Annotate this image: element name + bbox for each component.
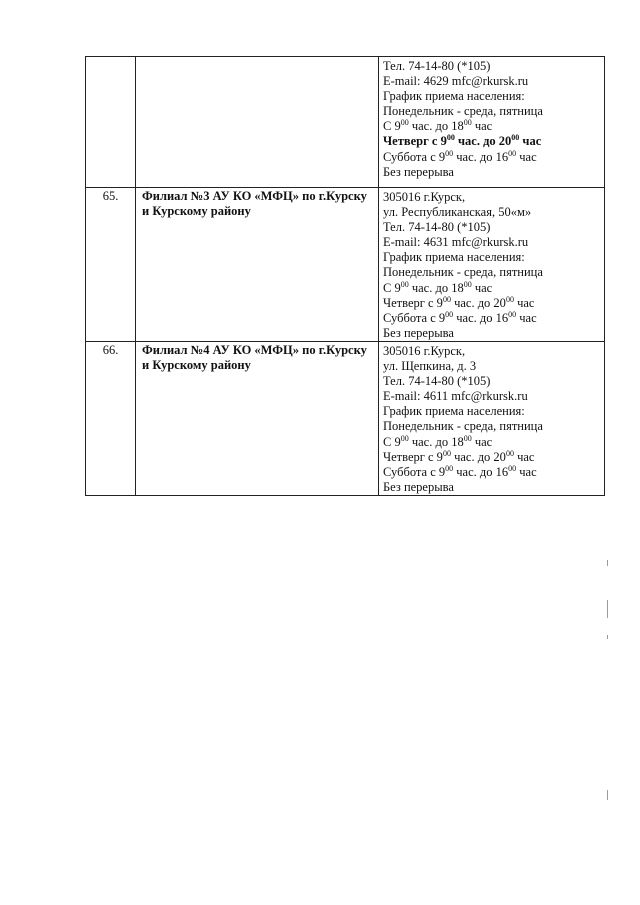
branch-name	[136, 57, 379, 188]
weekdays-line: Понедельник - среда, пятница	[383, 265, 543, 280]
street-line: ул. Республиканская, 50«м»	[383, 205, 532, 220]
email-line: E-mail: 4631 mfc@rkursk.ru	[383, 235, 529, 250]
thursday-hours: Четверг с $9^{00}$ час. до $20^{00}$ час	[383, 448, 535, 464]
phone-line: Тел. 74-14-80 (*105)	[383, 374, 491, 389]
break-line: Без перерыва	[383, 479, 454, 494]
schedule-title: График приема населения:	[383, 250, 525, 265]
branches-table	[85, 56, 605, 496]
weekdays-line: Понедельник - среда, пятница	[383, 419, 543, 434]
email-line: E-mail: 4629 mfc@rkursk.ru	[383, 74, 529, 89]
postal-line: 305016 г.Курск,	[383, 343, 466, 358]
weekdays-hours: С $9^{00}$ час. до $18^{00}$ час	[383, 433, 493, 449]
branch-contact-info	[379, 188, 605, 342]
table-row	[86, 341, 605, 495]
scan-artifact	[607, 600, 608, 618]
postal-line: 305016 г.Курск,	[383, 190, 466, 204]
branch-contact-info	[379, 57, 605, 188]
thursday-hours: Четверг с $9^{00}$ час. до $20^{00}$ час	[383, 133, 542, 149]
break-line: Без перерыва	[383, 164, 454, 179]
saturday-hours: Суббота с $9^{00}$ час. до $16^{00}$ час	[383, 309, 537, 325]
weekdays-hours: С $9^{00}$ час. до $18^{00}$ час	[383, 118, 493, 134]
phone-line: Тел. 74-14-80 (*105)	[383, 220, 491, 235]
saturday-hours: Суббота с $9^{00}$ час. до $16^{00}$ час	[383, 148, 537, 164]
weekdays-line: Понедельник - среда, пятница	[383, 104, 543, 119]
phone-line: Тел. 74-14-80 (*105)	[383, 59, 491, 73]
table-row	[86, 57, 605, 188]
branch-name: Филиал №4 АУ КО «МФЦ» по г.Курску и Курскому району	[136, 341, 379, 495]
schedule-title: График приема населения:	[383, 89, 525, 104]
scan-artifact	[607, 635, 608, 639]
thursday-hours: Четверг с $9^{00}$ час. до $20^{00}$ час	[383, 294, 535, 310]
table-row	[86, 188, 605, 342]
row-number: 65.	[86, 188, 136, 342]
schedule-title: График приема населения:	[383, 404, 525, 419]
branch-name: Филиал №3 АУ КО «МФЦ» по г.Курску и Курскому району	[136, 188, 379, 342]
branch-contact-info	[379, 341, 605, 495]
row-number: 66.	[86, 341, 136, 495]
break-line: Без перерыва	[383, 325, 454, 340]
street-line: ул. Щепкина, д. 3	[383, 359, 477, 374]
saturday-hours: Суббота с $9^{00}$ час. до $16^{00}$ час	[383, 463, 537, 479]
scan-artifact	[607, 790, 608, 800]
scan-artifact	[607, 560, 608, 566]
email-line: E-mail: 4611 mfc@rkursk.ru	[383, 389, 528, 404]
weekdays-hours: С $9^{00}$ час. до $18^{00}$ час	[383, 279, 493, 295]
row-number	[86, 57, 136, 188]
